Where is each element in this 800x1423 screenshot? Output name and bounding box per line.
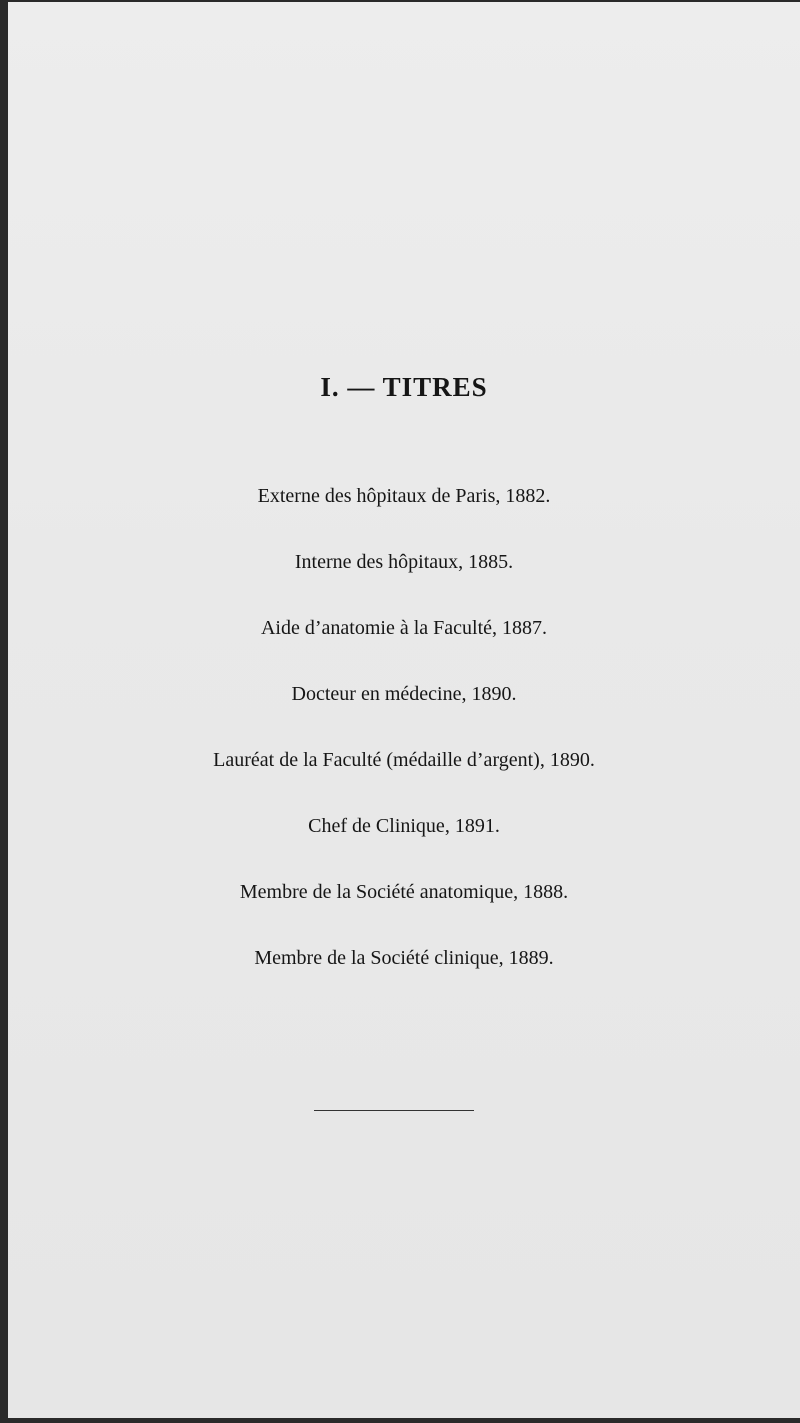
title-entry: Membre de la Société clinique, 1889.: [254, 947, 554, 969]
title-entry: Chef de Clinique, 1891.: [308, 815, 500, 837]
title-entry: Membre de la Société anatomique, 1888.: [239, 881, 569, 903]
title-entry: Lauréat de la Faculté (médaille d’argent), 1890.: [213, 749, 595, 771]
section-title: I. — TITRES: [320, 372, 488, 402]
title-entry: Docteur en médecine, 1890.: [291, 683, 517, 705]
end-rule: [314, 1110, 474, 1111]
title-entry: Aide d’anatomie à la Faculté, 1887.: [260, 617, 547, 639]
title-entry: Externe des hôpitaux de Paris, 1882.: [257, 485, 551, 507]
document-page: [8, 2, 800, 1418]
titles-list: [8, 480, 800, 1008]
title-entry: Interne des hôpitaux, 1885.: [294, 551, 514, 573]
